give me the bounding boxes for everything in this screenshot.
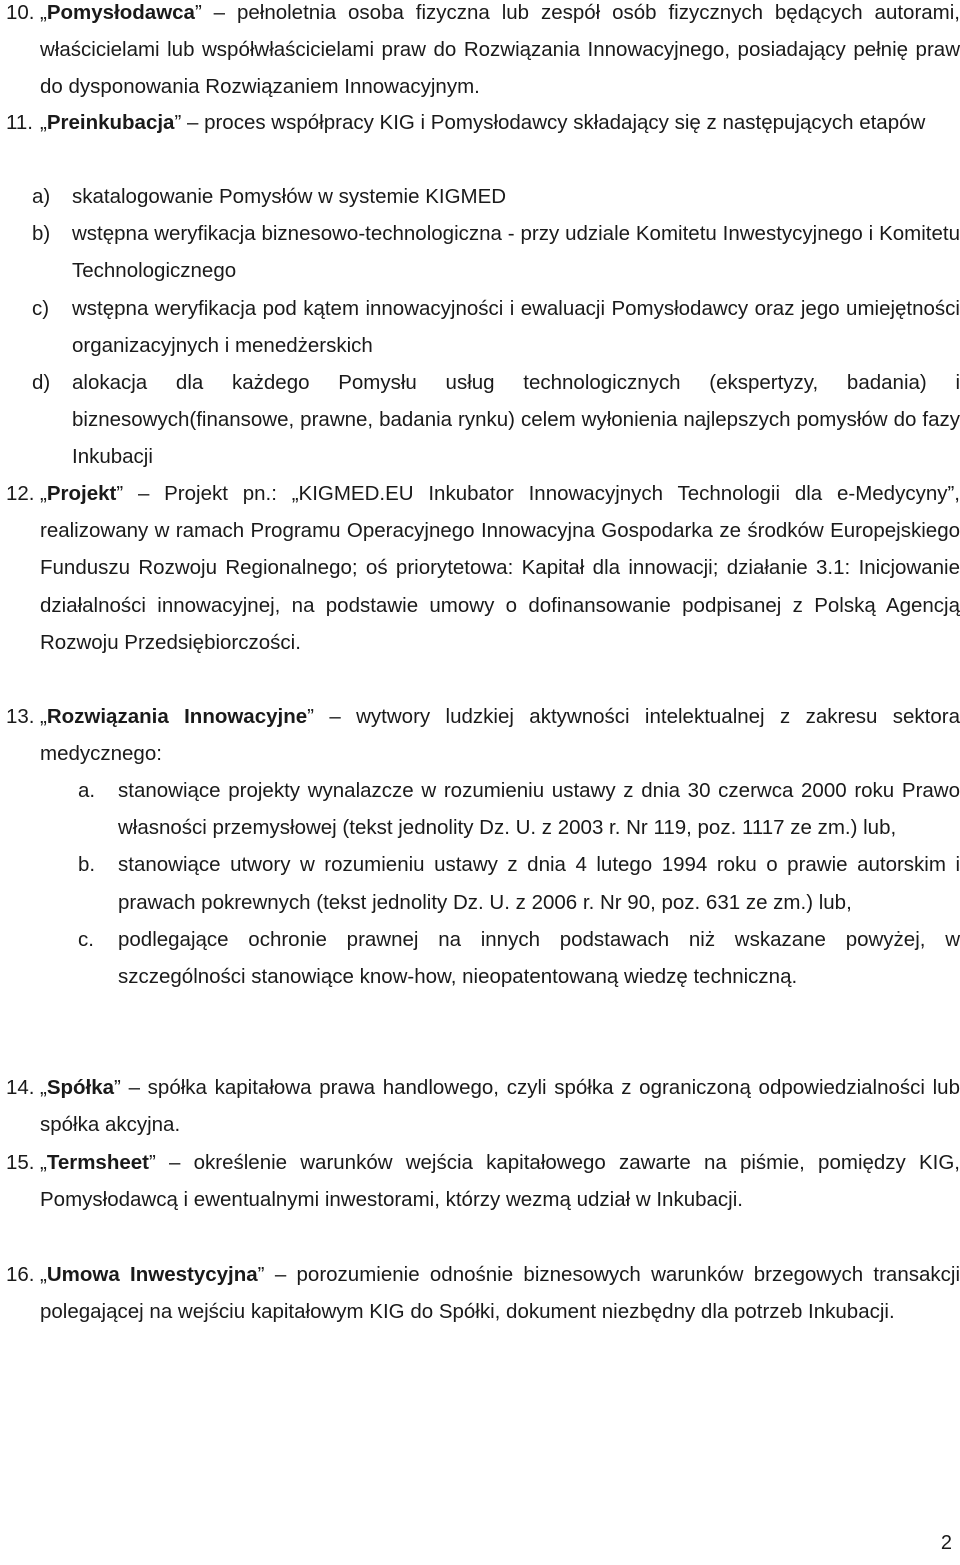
subitem-list [78,772,960,995]
list-item [32,364,960,476]
definition-body: – Projekt pn.: „KIGMED.EU Inkubator Innowacyjnych Technologii dla e-Medycyny”, realizowany w ramach Programu Operacyjnego Innowacyjna Gospodarka ze środków Europejskiego Funduszu Rozwoju Regionalnego; oś priorytetowa: Kapitał dla innowacji; działanie 3.1: Inicjowanie działalności innowacyjnej, na podstawie umowy o dofinansowanie podpisanej z Polską Agencją Rozwoju Przedsiębiorczości. [40,482,960,654]
definition-item-15 [6,1144,960,1256]
list-item [78,921,960,995]
defined-term: Spółka [46,1076,115,1099]
defined-term: Rozwiązania Innowacyjne [46,705,308,728]
definition-body: – spółka kapitałowa prawa handlowego, czyli spółka z ograniczoną odpowiedzialności lub spółka akcyjna. [40,1076,960,1137]
page-number: 2 [940,1532,952,1554]
defined-term: Preinkubacja [46,111,175,134]
item-number: 12. [6,482,35,505]
list-item [78,772,960,846]
list-item-label: b) [32,222,51,246]
definition-text: „Spółka” – spółka kapitałowa prawa handlowego, czyli spółka z ograniczoną odpowiedzialności lub spółka akcyjna. [40,1076,960,1137]
defined-term: Termsheet [46,1151,149,1174]
list-item-label: b. [78,853,96,877]
list-item-text: podlegające ochronie prawnej na innych podstawach niż wskazane powyżej, w szczególności stanowiące know-how, nieopatentowaną wiedzę techniczną. [118,927,960,989]
definition-body: – porozumienie odnośnie biznesowych warunków brzegowych transakcji polegającej na wejściu kapitałowym KIG do Spółki, dokument niezbędny dla potrzeb Inkubacji. [40,1263,960,1324]
defined-term: Umowa Inwestycyjna [46,1263,258,1286]
list-item [32,178,960,215]
definition-body: – wytwory ludzkiej aktywności intelektualnej z zakresu sektora medycznego: [40,705,960,766]
list-item-text: stanowiące utwory w rozumieniu ustawy z dnia 4 lutego 1994 roku o prawie autorskim i prawach pokrewnych (tekst jednolity Dz. U. z 2006 r. Nr 90, poz. 631 ze zm.) lub, [118,853,960,914]
definition-item-10 [6,0,960,104]
list-item-text: wstępna weryfikacja pod kątem innowacyjności i ewaluacji Pomysłodawcy oraz jego umiejętności organizacyjnych i menedżerskich [72,296,960,357]
item-number: 11. [6,111,33,134]
definition-text: „Umowa Inwestycyjna” – porozumienie odnośnie biznesowych warunków brzegowych transakcji polegającej na wejściu kapitałowym KIG do Spółki, dokument niezbędny dla potrzeb Inkubacji. [40,1263,960,1324]
list-item-text: stanowiące projekty wynalazcze w rozumieniu ustawy z dnia 30 czerwca 2000 roku Prawo własności przemysłowej (tekst jednolity Dz. U. z 2003 r. Nr 119, poz. 1117 ze zm.) lub, [118,779,960,840]
list-item-text: wstępna weryfikacja biznesowo-technologiczna - przy udziale Komitetu Inwestycyjnego i Komitetu Technologicznego [72,222,960,283]
definition-text: „Rozwiązania Innowacyjne” – wytwory ludzkiej aktywności intelektualnej z zakresu sektora medycznego: [40,705,960,766]
definition-body: – pełnoletnia osoba fizyczna lub zespół osób fizycznych będących autorami, właścicielami lub współwłaścicielami praw do Rozwiązania Innowacyjnego, posiadający pełnię praw do dysponowania Rozwiązaniem Innowacyjnym. [40,1,960,99]
definition-text: „Projekt” – Projekt pn.: „KIGMED.EU Inkubator Innowacyjnych Technologii dla e-Medycyny”, realizowany w ramach Programu Operacyjnego Innowacyjna Gospodarka ze środków Europejskiego Funduszu Rozwoju Regionalnego; oś priorytetowa: Kapitał dla innowacji; działanie 3.1: Inicjowanie działalności innowacyjnej, na podstawie umowy o dofinansowanie podpisanej z Polską Agencją Rozwoju Przedsiębiorczości. [40,482,960,654]
list-item-label: a) [32,185,51,208]
item-number: 10. [6,1,35,24]
list-item-label: c. [78,927,94,951]
item-number: 15. [6,1151,35,1174]
definition-item-16 [6,1256,960,1368]
item-number: 14. [6,1076,35,1099]
list-item-text: alokacja dla każdego Pomysłu usług technologicznych (ekspertyzy, badania) i biznesowych(finansowe, prawne, badania rynku) celem wyłonienia najlepszych pomysłów do fazy Inkubacji [72,371,960,469]
list-item [32,290,960,364]
defined-term: Projekt [46,482,117,505]
definition-text: „Termsheet” – określenie warunków wejścia kapitałowego zawarte na piśmie, pomiędzy KIG, Pomysłodawcą i ewentualnymi inwestorami, którzy wezmą udział w Inkubacji. [40,1151,960,1212]
definition-text: „Pomysłodawca” – pełnoletnia osoba fizyczna lub zespół osób fizycznych będących autorami, właścicielami lub współwłaścicielami praw do Rozwiązania Innowacyjnego, posiadający pełnię praw do dysponowania Rozwiązaniem Innowacyjnym. [40,1,960,99]
definition-item-12 [6,475,960,700]
item-number: 16. [6,1263,35,1286]
list-item [78,846,960,920]
defined-term: Pomysłodawca [46,1,195,24]
list-item-label: c) [32,296,50,320]
list-item-text: skatalogowanie Pomysłów w systemie KIGMED [72,185,507,208]
definition-body: – proces współpracy KIG i Pomysłodawcy składający się z następujących etapów [181,111,926,134]
list-item-label: d) [32,371,51,395]
definition-text: „Preinkubacja” – proces współpracy KIG i Pomysłodawcy składający się z następujących etapów [40,111,926,134]
subitem-list [32,178,960,476]
item-number: 13. [6,705,35,728]
list-item-label: a. [78,779,96,802]
definition-item-14 [6,1069,960,1145]
definition-body: – określenie warunków wejścia kapitałowego zawarte na piśmie, pomiędzy KIG, Pomysłodawcą i ewentualnymi inwestorami, którzy wezmą udział w Inkubacji. [40,1151,960,1212]
list-item [32,215,960,289]
